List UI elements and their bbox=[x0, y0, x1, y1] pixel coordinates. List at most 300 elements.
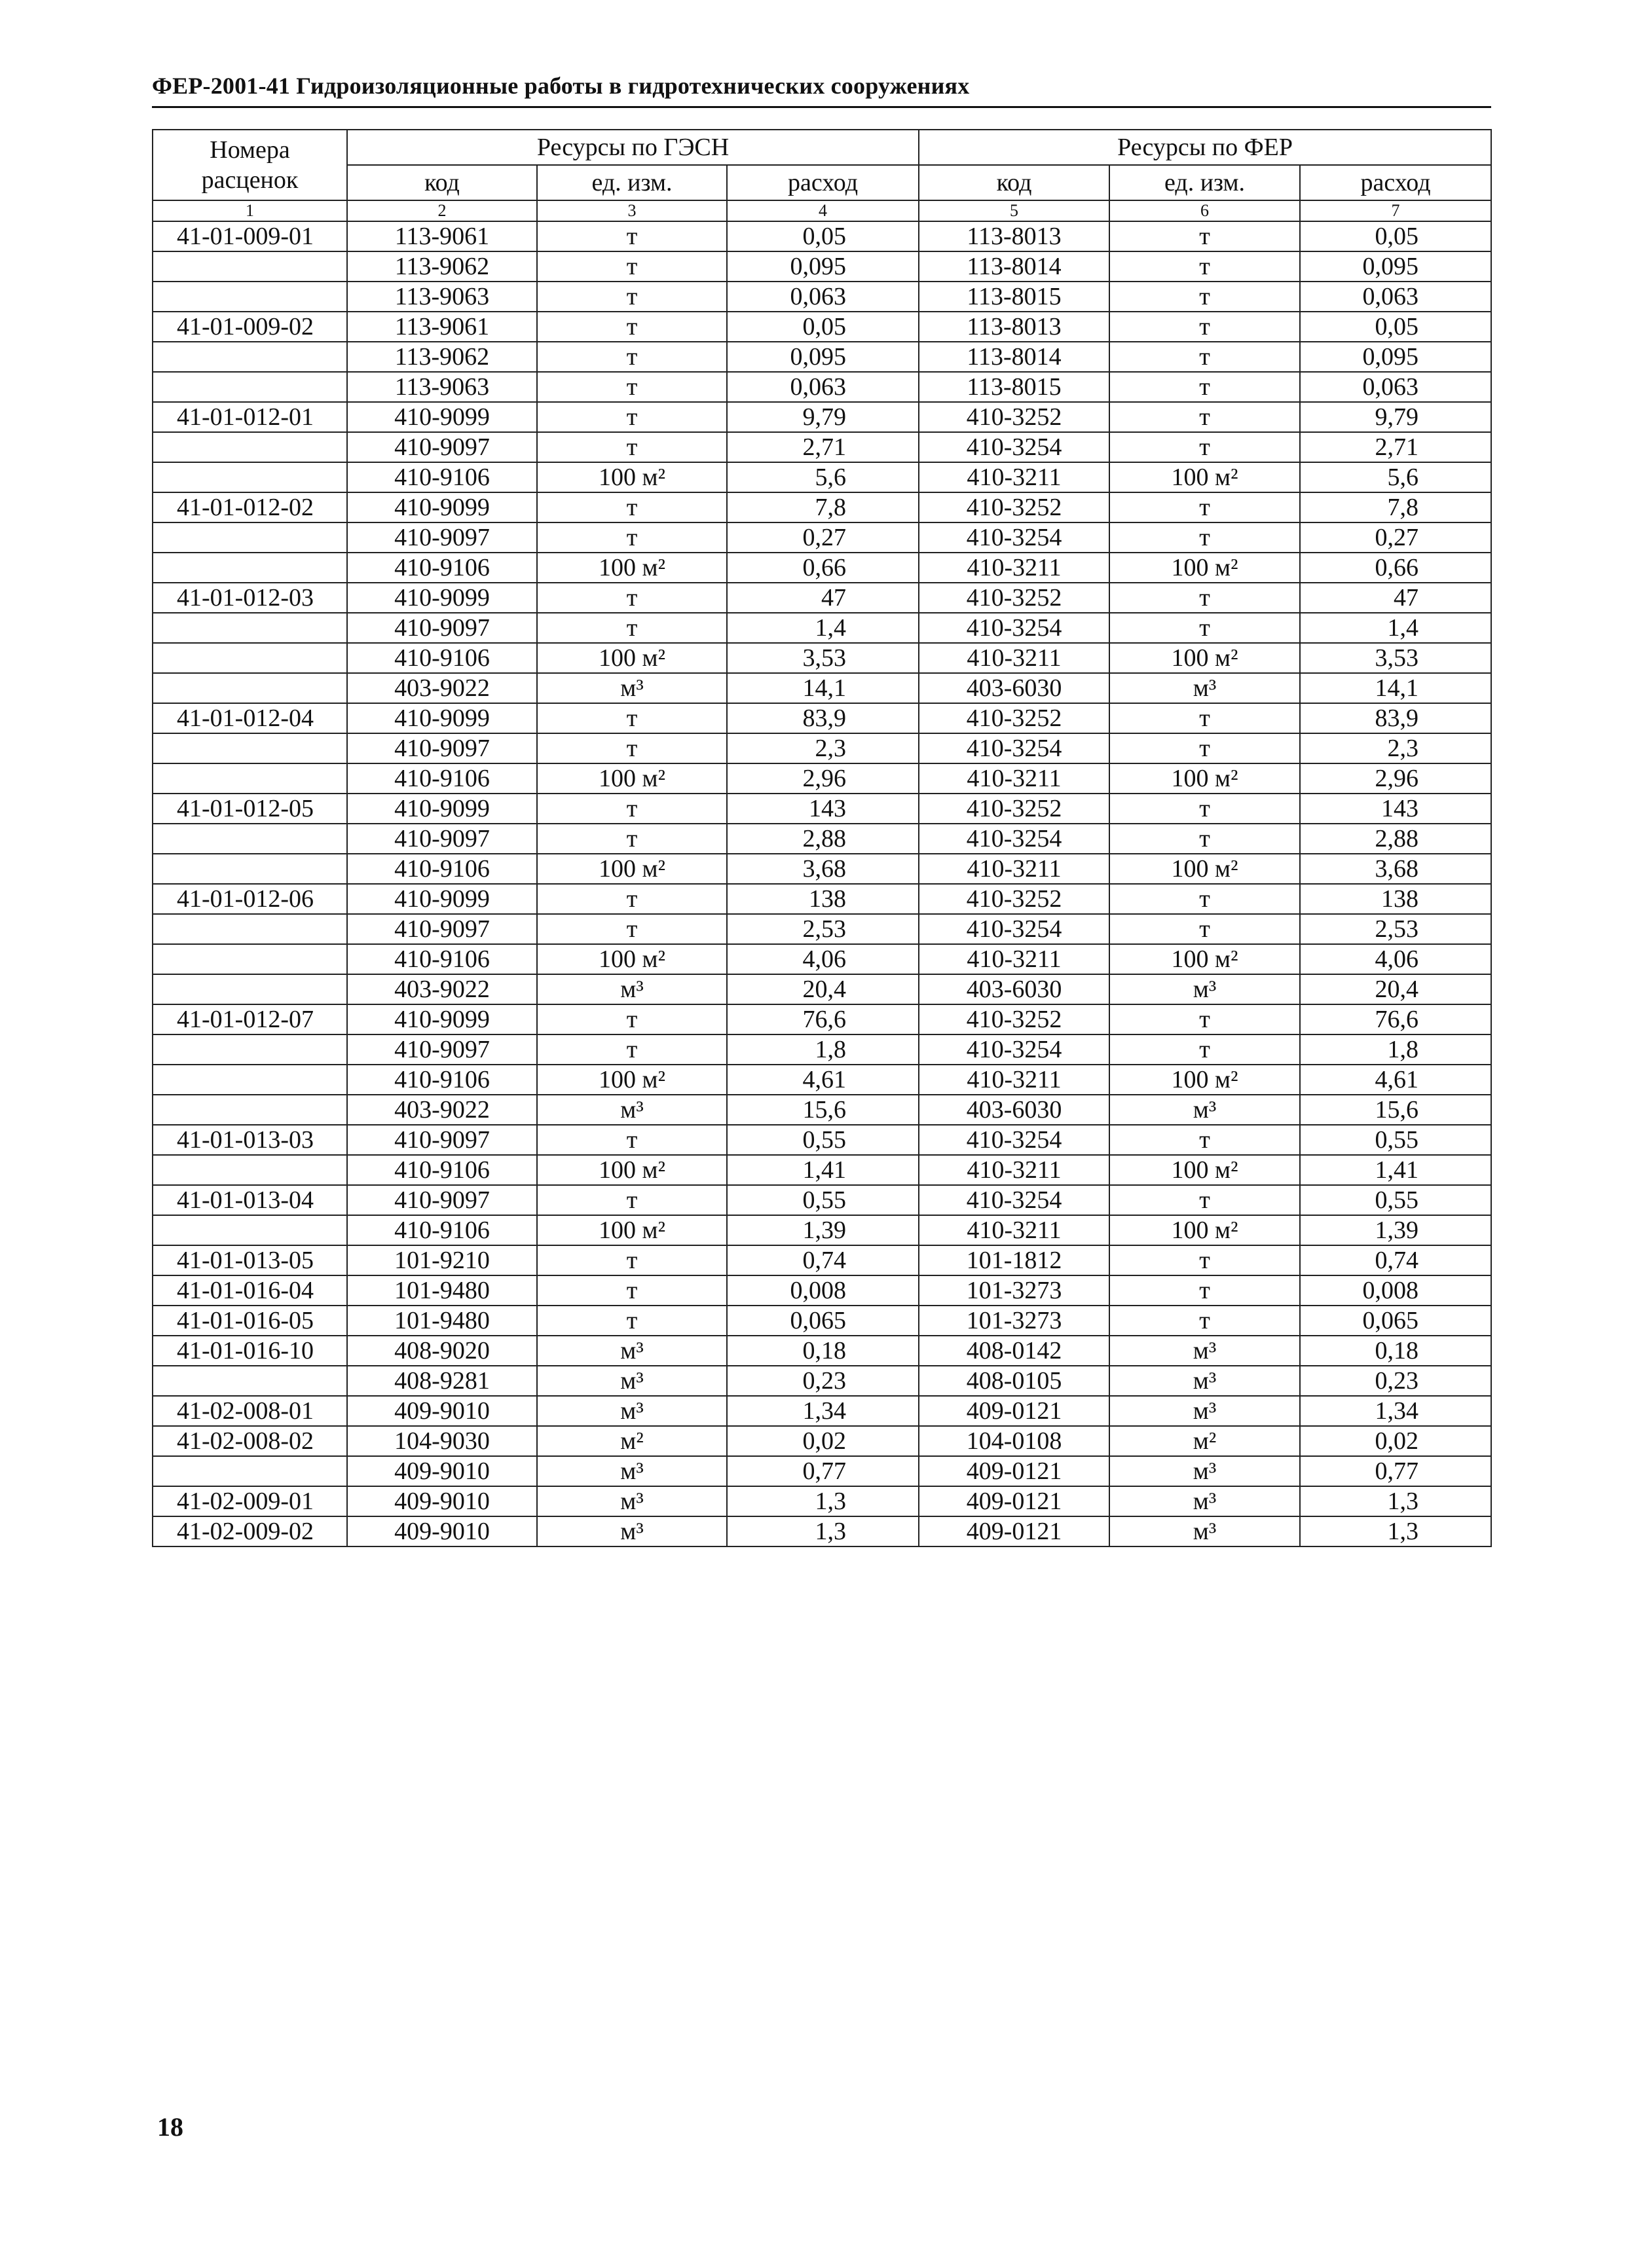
gesn-unit-cell: 100 м² bbox=[537, 553, 727, 583]
fer-amount-cell: 0,065 bbox=[1300, 1306, 1491, 1336]
table-row bbox=[153, 1004, 1491, 1034]
gesn-code-cell: 410-9106 bbox=[347, 854, 537, 884]
rate-id-cell: 41-01-012-06 bbox=[153, 884, 347, 914]
fer-amount-cell: 138 bbox=[1300, 884, 1491, 914]
fer-amount-cell: 2,53 bbox=[1300, 914, 1491, 944]
fer-unit-cell: т bbox=[1109, 1034, 1300, 1065]
gesn-code-cell: 409-9010 bbox=[347, 1396, 537, 1426]
rate-id-cell: 41-01-012-04 bbox=[153, 703, 347, 733]
fer-unit-cell: т bbox=[1109, 884, 1300, 914]
fer-amount-cell: 0,74 bbox=[1300, 1245, 1491, 1275]
table-row bbox=[153, 1396, 1491, 1426]
fer-unit-cell: м³ bbox=[1109, 1336, 1300, 1366]
fer-unit-cell: 100 м² bbox=[1109, 1215, 1300, 1245]
header-rule bbox=[152, 106, 1491, 108]
column-number: 4 bbox=[727, 200, 919, 221]
rate-id-cell: 41-02-008-01 bbox=[153, 1396, 347, 1426]
fer-amount-cell: 0,008 bbox=[1300, 1275, 1491, 1306]
table-row bbox=[153, 402, 1491, 432]
header-gesn-amount: расход bbox=[727, 165, 919, 200]
column-number: 7 bbox=[1300, 200, 1491, 221]
gesn-amount-cell: 0,77 bbox=[727, 1456, 919, 1486]
gesn-unit-cell: т bbox=[537, 282, 727, 312]
fer-unit-cell: 100 м² bbox=[1109, 1155, 1300, 1185]
table-row bbox=[153, 583, 1491, 613]
fer-code-cell: 410-3252 bbox=[919, 402, 1109, 432]
gesn-amount-cell: 0,27 bbox=[727, 522, 919, 553]
gesn-code-cell: 410-9099 bbox=[347, 703, 537, 733]
gesn-code-cell: 113-9061 bbox=[347, 221, 537, 251]
gesn-amount-cell: 83,9 bbox=[727, 703, 919, 733]
table-row bbox=[153, 884, 1491, 914]
rate-id-cell bbox=[153, 1456, 347, 1486]
fer-code-cell: 410-3211 bbox=[919, 462, 1109, 492]
fer-code-cell: 410-3211 bbox=[919, 763, 1109, 794]
column-number: 5 bbox=[919, 200, 1109, 221]
fer-unit-cell: м³ bbox=[1109, 673, 1300, 703]
fer-unit-cell: т bbox=[1109, 372, 1300, 402]
gesn-unit-cell: т bbox=[537, 1125, 727, 1155]
gesn-code-cell: 101-9480 bbox=[347, 1275, 537, 1306]
fer-unit-cell: т bbox=[1109, 282, 1300, 312]
column-number: 1 bbox=[153, 200, 347, 221]
gesn-amount-cell: 1,41 bbox=[727, 1155, 919, 1185]
fer-code-cell: 410-3211 bbox=[919, 553, 1109, 583]
fer-amount-cell: 3,53 bbox=[1300, 643, 1491, 673]
rate-id-cell bbox=[153, 1095, 347, 1125]
fer-amount-cell: 0,095 bbox=[1300, 342, 1491, 372]
gesn-code-cell: 410-9097 bbox=[347, 824, 537, 854]
table-row bbox=[153, 673, 1491, 703]
gesn-code-cell: 410-9106 bbox=[347, 1155, 537, 1185]
gesn-unit-cell: т bbox=[537, 703, 727, 733]
fer-amount-cell: 1,41 bbox=[1300, 1155, 1491, 1185]
gesn-code-cell: 410-9097 bbox=[347, 1125, 537, 1155]
gesn-code-cell: 410-9099 bbox=[347, 402, 537, 432]
fer-amount-cell: 2,3 bbox=[1300, 733, 1491, 763]
gesn-code-cell: 410-9097 bbox=[347, 733, 537, 763]
fer-code-cell: 403-6030 bbox=[919, 1095, 1109, 1125]
fer-amount-cell: 2,96 bbox=[1300, 763, 1491, 794]
gesn-code-cell: 113-9063 bbox=[347, 372, 537, 402]
gesn-code-cell: 403-9022 bbox=[347, 974, 537, 1004]
gesn-code-cell: 410-9106 bbox=[347, 643, 537, 673]
table-row bbox=[153, 643, 1491, 673]
table-row bbox=[153, 553, 1491, 583]
gesn-amount-cell: 2,71 bbox=[727, 432, 919, 462]
gesn-code-cell: 410-9106 bbox=[347, 553, 537, 583]
fer-code-cell: 113-8015 bbox=[919, 282, 1109, 312]
gesn-unit-cell: м³ bbox=[537, 1095, 727, 1125]
fer-amount-cell: 0,27 bbox=[1300, 522, 1491, 553]
fer-unit-cell: т bbox=[1109, 221, 1300, 251]
table-row bbox=[153, 944, 1491, 974]
gesn-unit-cell: т bbox=[537, 583, 727, 613]
gesn-code-cell: 410-9106 bbox=[347, 763, 537, 794]
fer-unit-cell: м³ bbox=[1109, 1486, 1300, 1516]
fer-unit-cell: 100 м² bbox=[1109, 643, 1300, 673]
table-row bbox=[153, 312, 1491, 342]
gesn-code-cell: 408-9020 bbox=[347, 1336, 537, 1366]
gesn-amount-cell: 0,02 bbox=[727, 1426, 919, 1456]
fer-unit-cell: т bbox=[1109, 492, 1300, 522]
rate-id-cell bbox=[153, 1034, 347, 1065]
gesn-unit-cell: 100 м² bbox=[537, 1065, 727, 1095]
fer-unit-cell: м³ bbox=[1109, 1516, 1300, 1546]
fer-amount-cell: 1,3 bbox=[1300, 1486, 1491, 1516]
rate-id-cell: 41-01-016-04 bbox=[153, 1275, 347, 1306]
gesn-unit-cell: 100 м² bbox=[537, 643, 727, 673]
fer-code-cell: 403-6030 bbox=[919, 974, 1109, 1004]
table-row bbox=[153, 824, 1491, 854]
fer-code-cell: 410-3211 bbox=[919, 854, 1109, 884]
table-row bbox=[153, 733, 1491, 763]
gesn-code-cell: 410-9106 bbox=[347, 1215, 537, 1245]
fer-code-cell: 409-0121 bbox=[919, 1396, 1109, 1426]
gesn-unit-cell: м³ bbox=[537, 1486, 727, 1516]
fer-unit-cell: т bbox=[1109, 733, 1300, 763]
gesn-amount-cell: 0,065 bbox=[727, 1306, 919, 1336]
gesn-unit-cell: м³ bbox=[537, 1336, 727, 1366]
gesn-code-cell: 410-9106 bbox=[347, 1065, 537, 1095]
gesn-unit-cell: м³ bbox=[537, 974, 727, 1004]
fer-amount-cell: 83,9 bbox=[1300, 703, 1491, 733]
rate-id-cell bbox=[153, 733, 347, 763]
table-header-row-2 bbox=[153, 165, 1491, 200]
gesn-code-cell: 410-9099 bbox=[347, 583, 537, 613]
rate-id-cell bbox=[153, 974, 347, 1004]
gesn-code-cell: 410-9097 bbox=[347, 914, 537, 944]
gesn-amount-cell: 1,3 bbox=[727, 1516, 919, 1546]
header-gesn-code: код bbox=[347, 165, 537, 200]
rate-id-cell: 41-01-012-07 bbox=[153, 1004, 347, 1034]
gesn-unit-cell: м³ bbox=[537, 1456, 727, 1486]
fer-code-cell: 113-8014 bbox=[919, 342, 1109, 372]
fer-code-cell: 101-3273 bbox=[919, 1306, 1109, 1336]
rate-id-cell bbox=[153, 854, 347, 884]
gesn-code-cell: 113-9062 bbox=[347, 342, 537, 372]
fer-code-cell: 410-3254 bbox=[919, 914, 1109, 944]
table-row bbox=[153, 1155, 1491, 1185]
fer-amount-cell: 2,71 bbox=[1300, 432, 1491, 462]
gesn-code-cell: 410-9106 bbox=[347, 462, 537, 492]
gesn-unit-cell: т bbox=[537, 492, 727, 522]
header-rate-ids-line2: расценок bbox=[201, 166, 299, 194]
gesn-unit-cell: т bbox=[537, 1275, 727, 1306]
table-row bbox=[153, 432, 1491, 462]
gesn-code-cell: 408-9281 bbox=[347, 1366, 537, 1396]
table-row bbox=[153, 1306, 1491, 1336]
fer-code-cell: 410-3254 bbox=[919, 1185, 1109, 1215]
fer-unit-cell: 100 м² bbox=[1109, 553, 1300, 583]
rate-id-cell bbox=[153, 1215, 347, 1245]
fer-unit-cell: 100 м² bbox=[1109, 763, 1300, 794]
fer-unit-cell: т bbox=[1109, 914, 1300, 944]
rate-id-cell: 41-01-016-10 bbox=[153, 1336, 347, 1366]
gesn-unit-cell: 100 м² bbox=[537, 944, 727, 974]
fer-code-cell: 410-3211 bbox=[919, 1065, 1109, 1095]
fer-amount-cell: 20,4 bbox=[1300, 974, 1491, 1004]
gesn-amount-cell: 1,34 bbox=[727, 1396, 919, 1426]
fer-unit-cell: м³ bbox=[1109, 1095, 1300, 1125]
fer-unit-cell: т bbox=[1109, 1275, 1300, 1306]
gesn-code-cell: 403-9022 bbox=[347, 1095, 537, 1125]
gesn-unit-cell: т bbox=[537, 794, 727, 824]
gesn-unit-cell: т bbox=[537, 432, 727, 462]
table-row bbox=[153, 282, 1491, 312]
gesn-amount-cell: 0,095 bbox=[727, 251, 919, 282]
gesn-amount-cell: 2,96 bbox=[727, 763, 919, 794]
gesn-unit-cell: 100 м² bbox=[537, 462, 727, 492]
fer-code-cell: 409-0121 bbox=[919, 1486, 1109, 1516]
table-row bbox=[153, 1275, 1491, 1306]
gesn-unit-cell: 100 м² bbox=[537, 854, 727, 884]
gesn-code-cell: 101-9210 bbox=[347, 1245, 537, 1275]
gesn-amount-cell: 0,05 bbox=[727, 221, 919, 251]
fer-code-cell: 113-8015 bbox=[919, 372, 1109, 402]
gesn-amount-cell: 5,6 bbox=[727, 462, 919, 492]
header-group-fer: Ресурсы по ФЕР bbox=[919, 130, 1491, 165]
fer-unit-cell: т bbox=[1109, 703, 1300, 733]
column-number: 2 bbox=[347, 200, 537, 221]
fer-amount-cell: 0,55 bbox=[1300, 1125, 1491, 1155]
gesn-amount-cell: 2,53 bbox=[727, 914, 919, 944]
table-row bbox=[153, 974, 1491, 1004]
rate-id-cell bbox=[153, 1065, 347, 1095]
fer-amount-cell: 1,8 bbox=[1300, 1034, 1491, 1065]
gesn-unit-cell: т bbox=[537, 251, 727, 282]
table-row bbox=[153, 1095, 1491, 1125]
rate-id-cell bbox=[153, 372, 347, 402]
rate-id-cell: 41-01-013-04 bbox=[153, 1185, 347, 1215]
fer-amount-cell: 3,68 bbox=[1300, 854, 1491, 884]
rate-id-cell: 41-01-013-05 bbox=[153, 1245, 347, 1275]
rate-id-cell bbox=[153, 251, 347, 282]
gesn-amount-cell: 0,55 bbox=[727, 1185, 919, 1215]
gesn-amount-cell: 0,063 bbox=[727, 282, 919, 312]
fer-amount-cell: 14,1 bbox=[1300, 673, 1491, 703]
rate-id-cell bbox=[153, 1366, 347, 1396]
rate-id-cell: 41-02-009-01 bbox=[153, 1486, 347, 1516]
fer-amount-cell: 0,02 bbox=[1300, 1426, 1491, 1456]
gesn-amount-cell: 2,3 bbox=[727, 733, 919, 763]
gesn-code-cell: 410-9097 bbox=[347, 613, 537, 643]
table-row bbox=[153, 794, 1491, 824]
fer-amount-cell: 0,095 bbox=[1300, 251, 1491, 282]
fer-unit-cell: 100 м² bbox=[1109, 944, 1300, 974]
fer-amount-cell: 143 bbox=[1300, 794, 1491, 824]
fer-code-cell: 410-3211 bbox=[919, 1155, 1109, 1185]
fer-code-cell: 104-0108 bbox=[919, 1426, 1109, 1456]
fer-code-cell: 410-3252 bbox=[919, 583, 1109, 613]
fer-code-cell: 408-0142 bbox=[919, 1336, 1109, 1366]
fer-amount-cell: 0,063 bbox=[1300, 282, 1491, 312]
column-number: 6 bbox=[1109, 200, 1300, 221]
gesn-code-cell: 409-9010 bbox=[347, 1456, 537, 1486]
gesn-amount-cell: 1,3 bbox=[727, 1486, 919, 1516]
rate-id-cell: 41-01-009-01 bbox=[153, 221, 347, 251]
fer-code-cell: 410-3254 bbox=[919, 1034, 1109, 1065]
fer-amount-cell: 0,66 bbox=[1300, 553, 1491, 583]
fer-code-cell: 101-3273 bbox=[919, 1275, 1109, 1306]
fer-unit-cell: т bbox=[1109, 1125, 1300, 1155]
header-fer-amount: расход bbox=[1300, 165, 1491, 200]
fer-code-cell: 403-6030 bbox=[919, 673, 1109, 703]
table-row bbox=[153, 1185, 1491, 1215]
gesn-amount-cell: 0,18 bbox=[727, 1336, 919, 1366]
table-row bbox=[153, 1336, 1491, 1366]
fer-unit-cell: 100 м² bbox=[1109, 1065, 1300, 1095]
column-number-row bbox=[153, 200, 1491, 221]
fer-unit-cell: т bbox=[1109, 402, 1300, 432]
gesn-unit-cell: т bbox=[537, 884, 727, 914]
fer-code-cell: 113-8013 bbox=[919, 221, 1109, 251]
gesn-code-cell: 410-9099 bbox=[347, 1004, 537, 1034]
gesn-code-cell: 409-9010 bbox=[347, 1516, 537, 1546]
gesn-amount-cell: 0,66 bbox=[727, 553, 919, 583]
gesn-amount-cell: 9,79 bbox=[727, 402, 919, 432]
fer-code-cell: 410-3211 bbox=[919, 1215, 1109, 1245]
fer-unit-cell: м³ bbox=[1109, 1366, 1300, 1396]
rate-id-cell bbox=[153, 282, 347, 312]
gesn-amount-cell: 4,61 bbox=[727, 1065, 919, 1095]
gesn-code-cell: 410-9099 bbox=[347, 794, 537, 824]
fer-code-cell: 408-0105 bbox=[919, 1366, 1109, 1396]
fer-amount-cell: 0,05 bbox=[1300, 312, 1491, 342]
gesn-amount-cell: 3,53 bbox=[727, 643, 919, 673]
rate-id-cell: 41-01-012-02 bbox=[153, 492, 347, 522]
header-rate-ids-line1: Номера bbox=[210, 136, 290, 164]
fer-unit-cell: 100 м² bbox=[1109, 854, 1300, 884]
gesn-amount-cell: 0,063 bbox=[727, 372, 919, 402]
fer-unit-cell: т bbox=[1109, 432, 1300, 462]
gesn-amount-cell: 1,8 bbox=[727, 1034, 919, 1065]
gesn-unit-cell: т bbox=[537, 372, 727, 402]
gesn-unit-cell: т bbox=[537, 402, 727, 432]
table-row bbox=[153, 1486, 1491, 1516]
fer-amount-cell: 1,39 bbox=[1300, 1215, 1491, 1245]
fer-amount-cell: 1,34 bbox=[1300, 1396, 1491, 1426]
table-row bbox=[153, 1125, 1491, 1155]
fer-unit-cell: т bbox=[1109, 251, 1300, 282]
rate-id-cell bbox=[153, 553, 347, 583]
fer-code-cell: 410-3254 bbox=[919, 1125, 1109, 1155]
table-row bbox=[153, 1456, 1491, 1486]
gesn-code-cell: 410-9097 bbox=[347, 432, 537, 462]
fer-unit-cell: т bbox=[1109, 342, 1300, 372]
fer-unit-cell: т bbox=[1109, 1004, 1300, 1034]
fer-amount-cell: 0,05 bbox=[1300, 221, 1491, 251]
gesn-unit-cell: т bbox=[537, 312, 727, 342]
gesn-unit-cell: м³ bbox=[537, 673, 727, 703]
fer-amount-cell: 0,18 bbox=[1300, 1336, 1491, 1366]
table-row bbox=[153, 1366, 1491, 1396]
fer-code-cell: 410-3252 bbox=[919, 794, 1109, 824]
rate-id-cell bbox=[153, 824, 347, 854]
gesn-unit-cell: м³ bbox=[537, 1366, 727, 1396]
table-row bbox=[153, 221, 1491, 251]
gesn-code-cell: 113-9063 bbox=[347, 282, 537, 312]
fer-unit-cell: т bbox=[1109, 312, 1300, 342]
rate-id-cell bbox=[153, 342, 347, 372]
table-header-row-1 bbox=[153, 130, 1491, 165]
fer-unit-cell: м² bbox=[1109, 1426, 1300, 1456]
gesn-unit-cell: м² bbox=[537, 1426, 727, 1456]
rate-id-cell: 41-01-012-03 bbox=[153, 583, 347, 613]
gesn-amount-cell: 0,55 bbox=[727, 1125, 919, 1155]
gesn-amount-cell: 7,8 bbox=[727, 492, 919, 522]
fer-unit-cell: 100 м² bbox=[1109, 462, 1300, 492]
table-row bbox=[153, 462, 1491, 492]
fer-unit-cell: м³ bbox=[1109, 974, 1300, 1004]
fer-unit-cell: м³ bbox=[1109, 1456, 1300, 1486]
header-gesn-unit: ед. изм. bbox=[537, 165, 727, 200]
rate-id-cell bbox=[153, 643, 347, 673]
gesn-unit-cell: 100 м² bbox=[537, 1155, 727, 1185]
fer-code-cell: 410-3254 bbox=[919, 522, 1109, 553]
table-row bbox=[153, 492, 1491, 522]
header-fer-code: код bbox=[919, 165, 1109, 200]
table-body bbox=[153, 221, 1491, 1546]
fer-unit-cell: т bbox=[1109, 522, 1300, 553]
fer-amount-cell: 5,6 bbox=[1300, 462, 1491, 492]
rate-id-cell bbox=[153, 914, 347, 944]
table-row bbox=[153, 703, 1491, 733]
fer-amount-cell: 4,06 bbox=[1300, 944, 1491, 974]
table-row bbox=[153, 1516, 1491, 1546]
table-row bbox=[153, 1034, 1491, 1065]
fer-code-cell: 409-0121 bbox=[919, 1456, 1109, 1486]
gesn-amount-cell: 0,23 bbox=[727, 1366, 919, 1396]
header-fer-unit: ед. изм. bbox=[1109, 165, 1300, 200]
gesn-unit-cell: т bbox=[537, 1185, 727, 1215]
gesn-code-cell: 104-9030 bbox=[347, 1426, 537, 1456]
gesn-amount-cell: 1,4 bbox=[727, 613, 919, 643]
gesn-amount-cell: 143 bbox=[727, 794, 919, 824]
gesn-unit-cell: т bbox=[537, 522, 727, 553]
table-row bbox=[153, 1065, 1491, 1095]
table-row bbox=[153, 854, 1491, 884]
table-row bbox=[153, 251, 1491, 282]
header-rate-ids bbox=[153, 130, 347, 200]
gesn-amount-cell: 3,68 bbox=[727, 854, 919, 884]
fer-code-cell: 410-3252 bbox=[919, 703, 1109, 733]
gesn-code-cell: 113-9062 bbox=[347, 251, 537, 282]
fer-unit-cell: т bbox=[1109, 583, 1300, 613]
table-row bbox=[153, 1426, 1491, 1456]
fer-unit-cell: т bbox=[1109, 1245, 1300, 1275]
resources-table bbox=[152, 129, 1492, 1547]
fer-code-cell: 410-3211 bbox=[919, 944, 1109, 974]
fer-unit-cell: т bbox=[1109, 1185, 1300, 1215]
gesn-unit-cell: 100 м² bbox=[537, 1215, 727, 1245]
fer-amount-cell: 15,6 bbox=[1300, 1095, 1491, 1125]
column-number: 3 bbox=[537, 200, 727, 221]
rate-id-cell bbox=[153, 522, 347, 553]
gesn-amount-cell: 0,74 bbox=[727, 1245, 919, 1275]
fer-amount-cell: 1,3 bbox=[1300, 1516, 1491, 1546]
fer-code-cell: 101-1812 bbox=[919, 1245, 1109, 1275]
fer-code-cell: 410-3254 bbox=[919, 824, 1109, 854]
rate-id-cell bbox=[153, 432, 347, 462]
fer-amount-cell: 0,77 bbox=[1300, 1456, 1491, 1486]
fer-unit-cell: т bbox=[1109, 1306, 1300, 1336]
table-row bbox=[153, 613, 1491, 643]
fer-code-cell: 410-3254 bbox=[919, 432, 1109, 462]
fer-unit-cell: т bbox=[1109, 794, 1300, 824]
gesn-unit-cell: т bbox=[537, 1306, 727, 1336]
fer-code-cell: 410-3211 bbox=[919, 643, 1109, 673]
